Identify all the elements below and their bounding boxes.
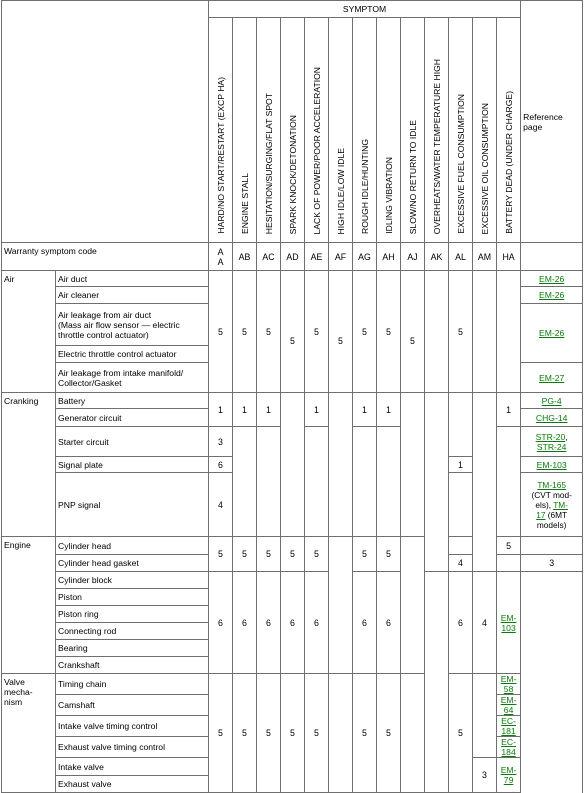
item-generator-circuit: Generator circuit [56,409,209,427]
value-valve-ag: 5 [353,674,377,793]
group-label-air: Air [2,271,56,393]
col-header-ak: OVERHEATS/WATER TEMPERATURE HIGH [425,18,449,243]
item-electric-throttle: Electric throttle control actuator [56,346,209,363]
col-header-ha: BATTERY DEAD (UNDER CHARGE) [497,18,521,243]
group-label-cranking: Cranking [2,393,56,537]
ref-camshaft [497,695,521,716]
symptom-table [1,0,583,793]
value-gasket-ak: 4 [449,555,473,572]
col-header-ac: HESITATION/SURGING/FLAT SPOT [257,18,281,243]
code-ah: AH [377,243,401,271]
ref-link-em-58[interactable]: EM-58 [500,674,517,694]
code-af: AF [329,243,353,271]
code-ad: AD [281,243,305,271]
reference-page-header: Reference page [521,1,583,243]
value-air-ab: 5 [233,271,257,393]
item-pnp-signal: PNP signal [56,473,209,537]
value-intake-valve-am: 3 [473,758,497,793]
value-battery-ac: 1 [257,393,281,427]
value-valve-ad: 5 [281,674,305,793]
value-block-aa: 6 [209,572,233,674]
ref-link-tm-17[interactable]: TM- 17 [536,499,568,520]
ref-link-em-103[interactable]: EM-103 [536,459,567,470]
value-cranking-ag-lower [353,427,377,537]
ref-link-em-79[interactable]: EM-79 [500,765,517,785]
item-camshaft: Camshaft [56,695,209,716]
code-ab: AB [233,243,257,271]
ref-link-em-103[interactable]: EM-103 [500,612,517,633]
value-battery-ha: 1 [497,393,521,427]
group-label-valve-mechanism: Valve mecha- nism [2,674,56,793]
value-valve-af [329,674,353,793]
value-cranking-ac-lower [257,427,281,537]
item-piston: Piston [56,589,209,606]
value-head-ab: 5 [233,537,257,572]
ref-pnp-cvt-note: (CVT mod- els), [531,489,572,510]
value-battery-ag: 1 [353,393,377,427]
value-head-ak [449,537,473,555]
ref-link-str-20[interactable]: STR-20 [535,431,566,442]
value-battery-ae: 1 [305,393,329,427]
value-valve-am-upper [473,674,497,758]
col-header-af: HIGH IDLE/LOW IDLE [329,18,353,243]
symptom-header: SYMPTOM [209,1,521,18]
ref-link-em-64[interactable]: EM-64 [500,695,517,715]
value-battery-ab: 1 [233,393,257,427]
code-ref-blank [521,243,583,271]
value-air-aj: 5 [401,271,425,393]
ref-link-ec-181[interactable]: EC-181 [501,716,516,736]
value-block-am: 4 [473,572,497,674]
code-aa: A A [209,243,233,271]
value-air-al: 5 [449,271,473,393]
item-starter-circuit: Starter circuit [56,427,209,457]
value-gasket-al [497,555,521,572]
ref-link-em-26[interactable]: EM-26 [539,273,565,284]
col-header-am: EXCESSIVE OIL CONSUMPTION [473,18,497,243]
ref-link-em-26[interactable]: EM-26 [539,328,565,338]
value-block-ac: 6 [257,572,281,674]
code-al: AL [449,243,473,271]
item-air-cleaner: Air cleaner [56,287,209,304]
value-air-ha [497,271,521,393]
value-air-ac: 5 [257,271,281,393]
ref-pnp-6mt-note: (6MT models) [536,509,568,530]
code-ag: AG [353,243,377,271]
header-blank-cell [2,1,209,243]
value-air-af: 5 [329,271,353,393]
col-header-ad: SPARK KNOCK/DETONATION [281,18,305,243]
value-head-al: 5 [497,537,521,555]
ref-timing-chain [497,674,521,695]
ref-link-str-24[interactable]: STR-24 [536,441,567,452]
item-intake-valve: Intake valve [56,758,209,776]
col-header-ag: ROUGH IDLE/HUNTING [353,18,377,243]
value-battery-aa: 1 [209,393,233,427]
code-ae: AE [305,243,329,271]
col-header-al: EXCESSIVE FUEL CONSUMPTION [449,18,473,243]
value-head-am [521,537,583,555]
value-head-ac: 5 [257,537,281,572]
item-bearing: Bearing [56,640,209,657]
value-head-ad: 5 [281,537,305,572]
value-block-ab: 6 [233,572,257,674]
group-label-engine: Engine [2,537,56,674]
ref-link-chg-14[interactable]: CHG-14 [535,412,568,423]
ref-air-duct [521,271,583,287]
value-pnp-al [449,473,473,537]
value-block-al: 6 [449,572,473,674]
col-header-aj: SLOW/NO RETURN TO IDLE [401,18,425,243]
value-head-ag: 5 [353,537,377,572]
value-pnp-aa: 4 [209,473,233,537]
ref-pnp-signal [521,473,583,537]
value-air-ak [425,271,449,393]
value-block-ad: 6 [281,572,305,674]
value-battery-ah: 1 [377,393,401,427]
value-cranking-ad [281,393,305,537]
value-gasket-am: 3 [521,555,583,572]
value-cranking-ah-lower [377,427,401,537]
item-piston-ring: Piston ring [56,606,209,623]
value-valve-ae: 5 [305,674,329,793]
code-am: AM [473,243,497,271]
value-air-ad: 5 [281,271,305,393]
col-header-aa: HARD/NO START/RESTART (EXCP HA) [209,18,233,243]
value-air-ag: 5 [353,271,377,393]
value-cranking-ab-lower [233,427,257,537]
ref-generator-circuit [521,409,583,427]
item-exhaust-valve: Exhaust valve [56,776,209,793]
value-air-am [473,271,497,393]
value-air-ah: 5 [377,271,401,393]
value-starter-aa: 3 [209,427,233,457]
item-intake-valve-timing-control: Intake valve timing control [56,716,209,737]
value-cranking-al-upper [449,393,473,457]
value-valve-ab: 5 [233,674,257,793]
value-cranking-af [329,393,353,537]
value-head-ah: 5 [377,537,401,572]
value-valve-aa: 5 [209,674,233,793]
ref-intake-valve-timing-control [497,716,521,737]
value-cranking-ae-lower [305,427,329,537]
ref-air-cleaner [521,287,583,304]
item-crankshaft: Crankshaft [56,657,209,674]
value-head-aa: 5 [209,537,233,572]
col-header-ab: ENGINE STALL [233,18,257,243]
value-head-ae: 5 [305,537,329,572]
warranty-symptom-code-label: Warranty symptom code [2,243,209,271]
value-block-ak [425,572,449,793]
value-cranking-am [473,393,497,572]
item-cylinder-head: Cylinder head [56,537,209,555]
ref-signal-plate [521,457,583,473]
item-air-leakage-manifold: Air leakage from intake manifold/ Collector/Gasket [56,363,209,393]
value-engine-af [329,537,353,674]
code-aj: AJ [401,243,425,271]
ref-link-ec-184[interactable]: EC-184 [501,737,516,757]
ref-link-tm-165[interactable]: TM-165 [537,479,566,490]
item-timing-chain: Timing chain [56,674,209,695]
value-cranking-ak [425,393,449,572]
item-air-leakage-duct: Air leakage from air duct (Mass air flow sensor — electric throttle control actuator) [56,304,209,346]
col-header-ah: IDLING VIBRATION [377,18,401,243]
value-signal-aa: 6 [209,457,233,473]
ref-link-pg-4[interactable]: PG-4 [541,395,562,406]
value-engine-aj [401,537,425,674]
ref-intake-exhaust-valve [497,758,521,793]
value-valve-ah: 5 [377,674,401,793]
ref-link-em-27[interactable]: EM-27 [539,372,565,383]
ref-cylinder-block [497,572,521,674]
value-block-ae: 6 [305,572,329,674]
code-ha: HA [497,243,521,271]
value-air-ae: 5 [305,271,329,393]
value-cranking-aj [401,393,425,537]
item-battery: Battery [56,393,209,409]
value-valve-al: 5 [449,674,473,793]
item-air-duct: Air duct [56,271,209,287]
value-block-ag: 6 [353,572,377,674]
code-ac: AC [257,243,281,271]
ref-starter-circuit: STR-20, STR-24 [521,427,583,457]
item-cylinder-block: Cylinder block [56,572,209,589]
item-signal-plate: Signal plate [56,457,209,473]
ref-air-leakage-duct [521,304,583,363]
ref-exhaust-valve-timing-control [497,737,521,758]
value-valve-ac: 5 [257,674,281,793]
value-valve-aj [401,674,425,793]
value-air-aa: 5 [209,271,233,393]
item-cylinder-head-gasket: Cylinder head gasket [56,555,209,572]
item-exhaust-valve-timing-control: Exhaust valve timing control [56,737,209,758]
ref-battery [521,393,583,409]
value-signal-al: 1 [449,457,473,473]
col-header-ae: LACK OF POWER/POOR ACCELERATION [305,18,329,243]
value-block-ah: 6 [377,572,401,674]
value-cranking-ha-lower [497,427,521,537]
ref-air-leakage-manifold [521,363,583,393]
ref-link-em-26[interactable]: EM-26 [539,290,565,300]
item-connecting-rod: Connecting rod [56,623,209,640]
code-ak: AK [425,243,449,271]
